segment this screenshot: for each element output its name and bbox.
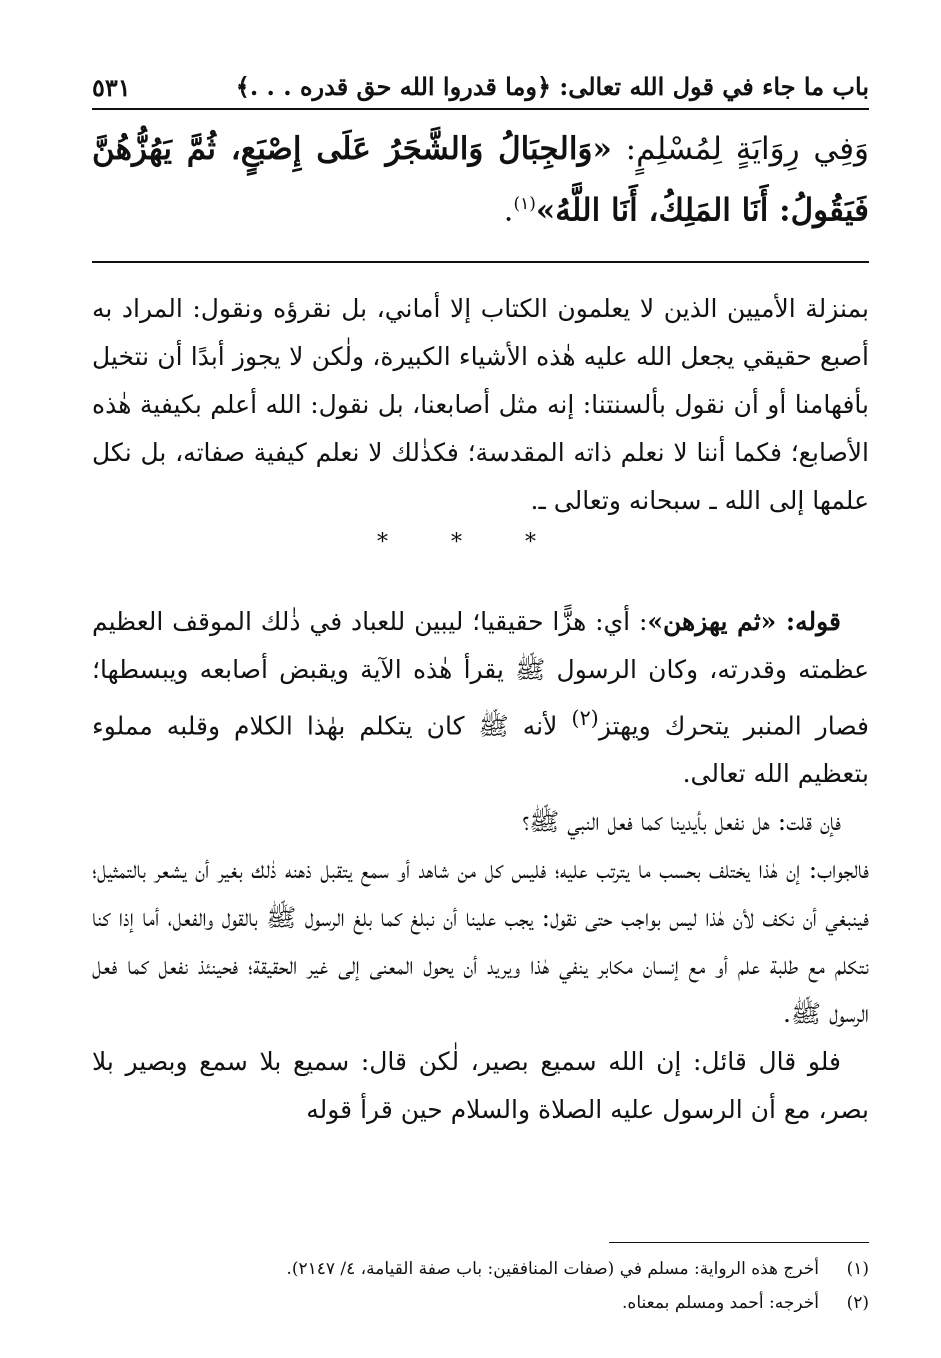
chapter-title: باب ما جاء في قول الله تعالى: ﴿وما قدروا الله حق قدره . . .﴾ bbox=[235, 71, 869, 101]
footnote-text: أخرج هذه الرواية: مسلم في (صفات المنافقين: باب صفة القيامة، ٤/ ٢١٤٧). bbox=[286, 1259, 819, 1279]
hadith-text bbox=[92, 122, 869, 238]
hadith-intro: وَفِي رِوَايَةٍ لِمُسْلِمٍ: bbox=[611, 131, 869, 167]
hadith-quote: «وَالجِبَالُ وَالشَّجَرُ عَلَى إِصْبَعٍ، ثُمَّ يَهُزُّهُنَّ فَيَقُولُ: أَنَا المَلِكُ، أَنَا اللَّهُ» bbox=[92, 131, 869, 229]
paragraph-3: فالجواب: إن هٰذا يختلف بحسب ما يترتب عليه؛ فليس كل من شاهد أو سمع يتقبل ذهنه ذٰلك بغير أن يشعر بالتمثيل؛ فينبغي أن نكف لأن هٰذا ليس بواجب حتى نقول: يجب علينا أن نبلغ كما بلغ الرسول ﷺ بالقول والفعل، أما إذا كنا نتكلم مع طلبة علم أو مع إنسان مكابر ينفي هٰذا ويريد أن يحول المعنى إلى غير الحقيقة؛ فحينئذ نفعل كما فعل الرسول ﷺ. bbox=[92, 855, 869, 1029]
footnote-text: أخرجه: أحمد ومسلم بمعناه. bbox=[622, 1293, 819, 1313]
paragraph-1 bbox=[92, 598, 869, 798]
quoted-phrase-label: قوله: «ثم يهزهن» bbox=[647, 607, 841, 636]
running-header bbox=[92, 58, 869, 102]
paragraph-1-text-a: : أي: هزًّا حقيقيا؛ ليبين للعباد في ذٰلك الموقف العظيم عظمته وقدرته، وكان الرسول ﷺ يقرأ هٰذه الآية ويقبض أصابعه ويبسطها؛ فصار المنبر يتحرك ويهتز bbox=[92, 607, 869, 741]
paragraph-4: فلو قال قائل: إن الله سميع بصير، لٰكن قال: سميع بلا سمع وبصير بلا بصر، مع أن الرسول عليه الصلاة والسلام حين قرأ قوله bbox=[92, 1047, 869, 1125]
paragraph-1-text-b: لأنه ﷺ كان يتكلم بهٰذا الكلام وقلبه مملوء بتعظيم الله تعالى. bbox=[92, 711, 869, 789]
footnotes bbox=[92, 1252, 869, 1320]
page-number: ٥٣١ bbox=[92, 73, 131, 102]
explanation-body bbox=[92, 598, 869, 1134]
section-separator: * * * bbox=[377, 530, 564, 555]
commentary-paragraph: بمنزلة الأميين الذين لا يعلمون الكتاب إلا أماني، بل نقرؤه ونقول: المراد به أصبع حقيقي يجعل الله عليه هٰذه الأشياء الكبيرة، ولٰكن لا يجوز أبدًا أن نتخيل بأفهامنا أو أن نقول بألسنتنا: إنه مثل أصابعنا، بل نقول: الله أعلم بكيفية هٰذه الأصابع؛ فكما أننا لا نعلم ذاته المقدسة؛ فكذٰلك لا نعلم كيفية صفاته، بل نكل علمها إلى الله ـ سبحانه وتعالى ـ. bbox=[92, 294, 869, 515]
paragraph-2: فإن قلت: هل نفعل بأيدينا كما فعل النبي ﷺ؟ bbox=[522, 807, 841, 837]
footnote-1 bbox=[92, 1252, 869, 1286]
footnote-ref-1[interactable]: (١) bbox=[513, 194, 536, 214]
footnote-rule bbox=[609, 1242, 869, 1243]
header-rule bbox=[92, 108, 869, 110]
section-rule bbox=[92, 261, 869, 263]
hadith-end: . bbox=[503, 192, 514, 229]
footnote-number: (١) bbox=[846, 1259, 869, 1279]
footnote-number: (٢) bbox=[846, 1293, 869, 1313]
footnote-2 bbox=[92, 1286, 869, 1320]
footnote-ref-2[interactable]: (٢) bbox=[571, 706, 599, 730]
